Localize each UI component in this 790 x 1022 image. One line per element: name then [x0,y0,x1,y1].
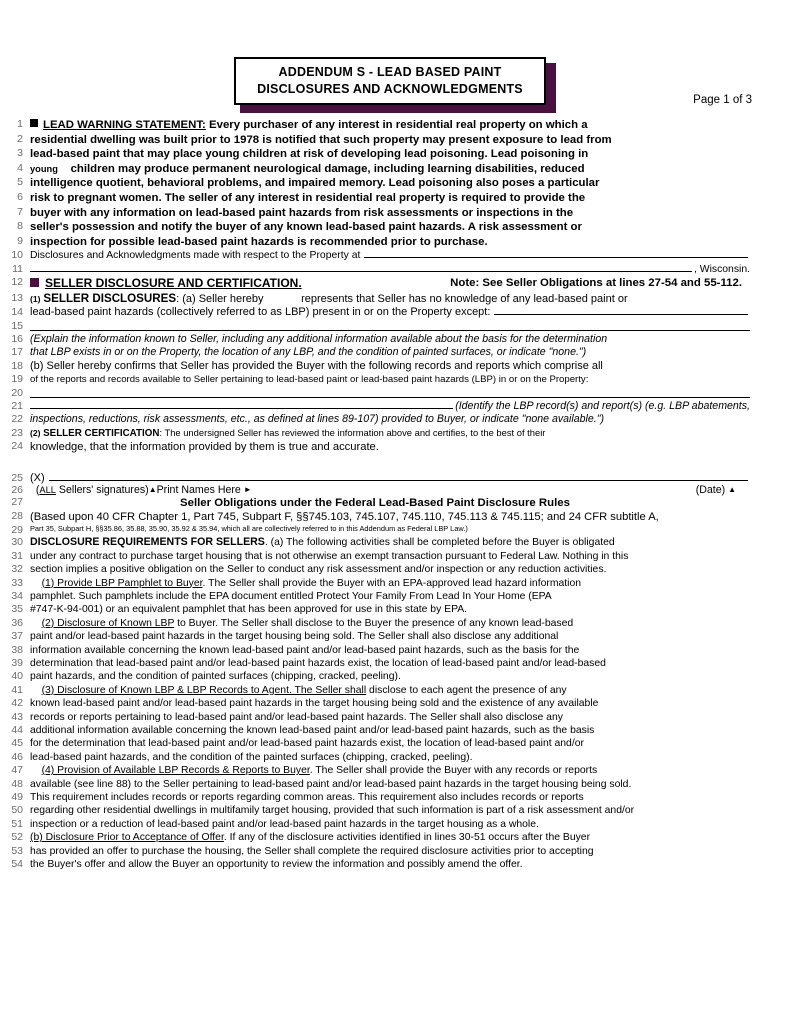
property-address-row [30,249,750,262]
provision-records-text: . The Seller shall provide the Buyer with any records or reports [309,765,598,777]
line-number: 1 [17,118,23,130]
table-row [0,630,750,643]
table-row [0,220,750,235]
line-number: 45 [11,737,23,750]
provide-pamphlet-line-34: pamphlet. Such pamphlets include the EPA document entitled Protect Your Family From Lead In Your Home (EPA [30,590,552,602]
table-row [0,235,750,250]
table-row [0,524,750,536]
line-number: 8 [17,220,23,233]
caret-right-icon: ► [243,484,252,494]
disclosure-requirements-line-30 [30,536,750,549]
seller-signature-input[interactable] [49,479,748,481]
disclosure-prior-acceptance-heading: (b) Disclosure Prior to Acceptance of Offer [30,832,224,844]
table-row [0,440,750,454]
seller-disclosure-heading-wrap [30,276,302,292]
bullet-square-icon [30,119,38,127]
line-number: 10 [11,249,23,262]
seller-disclosures-label: SELLER DISCLOSURES [43,291,177,305]
seller-disclosures-rest: represents that Seller has no knowledge of any lead-based paint or [301,292,628,305]
lead-warning-line-4 [30,162,750,177]
line-number: 28 [11,510,23,523]
table-row [0,292,750,306]
disclosure-requirements-heading: DISCLOSURE REQUIREMENTS FOR SELLERS [30,536,265,549]
lead-warning-text-5: intelligence quotient, behavioral problems, and impaired memory. Lead poisoning also poses a particular [30,177,600,190]
line-number: 44 [11,724,23,737]
seller-certification-number: (2) [30,427,41,438]
line-number: 12 [11,276,23,289]
line-number: 9 [17,234,23,247]
line-number: 3 [17,147,23,160]
provision-records-line-50: regarding other residential dwellings in multifamily target housing, provided that such information is part of a risk assessment and/or [30,805,635,817]
property-address-label: Disclosures and Acknowledgments made with respect to the Property at [30,250,361,262]
disclosure-agent-line-43: records or reports pertaining to lead-based paint and/or lead-based paint hazards. The Seller shall also disclose any [30,711,563,723]
seller-disclosures-line-13 [30,292,750,306]
line-number: 51 [11,817,23,830]
table-row [0,162,750,177]
line-number: 52 [11,831,23,844]
seller-certification-cont: knowledge, that the information provided by them is true and accurate. [30,440,379,453]
disclosure-agent-line-42: known lead-based paint and/or lead-based paint hazards in the target housing being sold and the existence of any available [30,698,599,710]
seller-disclosure-heading: SELLER DISCLOSURE AND CERTIFICATION. [45,276,302,291]
disclosure-agent-heading: (3) Disclosure of Known LBP & LBP Records to Agent. The Seller shall [41,684,367,696]
line-number: 20 [11,386,23,399]
seller-signature-caption-row [30,484,750,496]
page-title-line-2: DISCLOSURES AND ACKNOWLEDGMENTS [257,82,523,96]
disclosure-prior-acceptance-line-53: has provided an offer to purchase the housing, the Seller shall complete the required disclosure activities prior to accepting [30,845,594,857]
line-number: 5 [17,176,23,189]
line-number: 17 [11,346,23,359]
table-row [0,472,750,484]
line-number: 38 [11,643,23,656]
table-row [0,427,750,440]
provision-records-heading: (4) Provision of Available LBP Records & Reports to Buyer [41,765,310,777]
line-number: 41 [11,683,23,696]
disclosure-known-lbp-heading: (2) Disclosure of Known LBP [41,617,175,629]
disclosure-requirements-line-32: section implies a positive obligation on the Seller to conduct any risk assessment and/or inspection or any reduction activities. [30,564,607,576]
table-row [0,276,750,292]
provide-pamphlet-heading: (1) Provide LBP Pamphlet to Buyer [41,577,203,589]
property-address-row-2 [30,263,750,276]
seller-disclosures-line-14 [30,306,750,319]
disclosure-known-lbp-line-37: paint and/or lead-based paint hazards in the target housing being sold. The Seller shall also disclose any additional [30,631,559,643]
seller-disclosures-except-input[interactable] [494,313,748,315]
line-number: 26 [11,483,23,496]
disclosure-agent-line-41 [30,684,750,697]
seller-disclosures-b-cont: of the reports and records available to Seller pertaining to lead-based paint or lead-based paint hazards (LBP) in or on the Property: [30,374,589,386]
disclosure-agent-text: disclose to each agent the presence of any [366,684,567,696]
line-number: 15 [11,319,23,332]
line-number: 19 [11,373,23,386]
table-row [0,191,750,206]
obligations-title: Seller Obligations under the Federal Lead-Based Paint Disclosure Rules [180,496,570,509]
disclosure-requirements-line-31: under any contract to purchase target housing that is not otherwise an exempt transaction pursuant to Federal Law. Nothing in this [30,550,629,562]
lead-warning-text-6: risk to pregnant women. The seller of any interest in residential real property is required to provide the [30,191,586,204]
table-row [0,249,750,262]
signature-date-caption [696,484,750,496]
table-row [0,697,750,710]
signature-all-word: ALL [39,484,56,495]
disclosure-prior-acceptance-text: . If any of the disclosure activities identified in lines 30-51 occurs after the Buyer [223,832,591,844]
line-number: 22 [11,413,23,426]
table-row [0,684,750,697]
table-row [0,764,750,777]
lead-warning-line-1 [30,118,750,133]
line-number: 53 [11,844,23,857]
disclosure-known-lbp-line-40: paint hazards, and the condition of painted surfaces (chipping, cracked, peeling). [30,671,401,683]
table-row [0,751,750,764]
table-row [0,590,750,603]
line-number: 29 [11,524,23,537]
document-body [0,118,790,872]
seller-disclosures-a: : (a) Seller hereby [176,292,264,305]
line-number: 43 [11,710,23,723]
table-row [0,845,750,858]
line-number: 39 [11,657,23,669]
line-number: 14 [11,306,23,319]
seller-records-blank-20[interactable] [30,387,750,400]
line-number: 32 [11,563,23,576]
table-row [0,400,750,414]
property-address-input-2[interactable] [30,270,692,272]
line-number: 7 [17,205,23,218]
disclosure-known-lbp-line-36 [30,617,750,630]
section-spacer [0,454,750,472]
table-row [0,320,750,333]
table-row [0,263,750,276]
table-row [0,617,750,630]
table-row [0,484,750,496]
table-row [0,360,750,373]
line-number: 24 [11,439,23,452]
disclosure-known-lbp-line-39: determination that lead-based paint and/or lead-based paint hazards exist, the location of lead-based paint and/or lead-based [30,658,606,669]
document-header [0,0,790,118]
seller-certification-label: SELLER CERTIFICATION [43,427,160,439]
table-row [0,206,750,221]
seller-certification-rest: : The undersigned Seller has reviewed the information above and certifies, to the best of their [159,426,546,438]
line-number: 35 [11,603,23,616]
line-number: 50 [11,804,23,817]
caret-up-icon: ▲ [148,484,157,494]
line-number: 40 [11,670,23,683]
line-number: 47 [11,764,23,777]
document-title-box [234,57,546,105]
lead-warning-text-2: residential dwelling was built prior to 1978 is notified that such property may present exposure to lead from [30,133,612,146]
table-row [0,603,750,616]
line-number: 2 [17,132,23,145]
disclosure-agent-line-44: additional information available concerning the known lead-based paint and/or lead-based paint hazards, such as the basis [30,725,595,737]
table-row [0,550,750,563]
line-number: 23 [11,426,23,439]
signature-caption-text: Sellers' signatures) [58,483,149,496]
seller-disclosure-heading-row [30,276,750,292]
table-row [0,858,750,871]
disclosure-known-lbp-line-38: information available concerning the known lead-based paint and/or lead-based paint hazards, such as the basis for the [30,644,580,656]
provide-pamphlet-line-33 [30,577,750,590]
table-row [0,657,750,670]
table-row [0,147,750,162]
line-number: 27 [11,495,23,508]
disclosure-prior-acceptance-line-54: the Buyer's offer and allow the Buyer an opportunity to review the information and possibly amend the offer. [30,859,523,871]
table-row [0,346,750,360]
seller-records-identify-note: (Identify the LBP record(s) and report(s) (e.g. LBP abatements, [455,399,750,412]
disclosure-agent-line-45: for the determination that lead-based paint and/or lead-based paint hazards exist, the location of lead-based paint and/or [30,738,584,750]
provision-records-line-47 [30,764,750,777]
obligations-citation-2: Part 35, Subpart H, §§35.86, 35.88, 35.90, 35.92 & 35.94, which all are collectively referred to in this Addendum as Federal LBP Law.) [30,524,468,534]
obligations-citation: (Based upon 40 CFR Chapter 1, Part 745, Subpart F, §§745.103, 745.107, 745.110, 745.113 & 745.115; and 24 CFR subtitle A, [30,511,659,524]
disclosure-agent-line-46: lead-based paint hazards, and the condition of the painted surfaces (chipping, cracked, peeling). [30,751,473,763]
date-label: (Date) [695,483,726,496]
seller-certification-line-23 [30,427,750,440]
lead-warning-text-1: Every purchaser of any interest in residential real property on which a [209,119,588,131]
table-row [0,536,750,549]
table-row [0,306,750,319]
seller-records-note-2: inspections, reductions, risk assessments, etc., as defined at lines 89-107) provided to Buyer, or indicate "none available.") [30,413,605,426]
table-row [0,413,750,427]
seller-disclosures-blank-15[interactable] [30,320,750,333]
table-row [0,818,750,831]
table-row [0,778,750,791]
lead-warning-text-4: children may produce permanent neurological damage, including learning disabilities, reduced [70,162,585,175]
seller-disclosures-b: (b) Seller hereby confirms that Seller has provided the Buyer with the following records and reports which comprise all [30,359,603,372]
line-number: 16 [11,332,23,345]
provision-records-line-51: inspection or a reduction of lead-based paint and/or lead-based paint hazards in the target housing as a whole. [30,818,539,830]
table-row [0,133,750,148]
seller-disclosures-explain-2: that LBP exists in or on the Property, the location of any LBP, and the condition of painted surfaces, or indicate "none.") [30,346,587,359]
table-row [0,577,750,590]
provision-records-line-48: available (see line 88) to the Seller pertaining to lead-based paint and/or lead-based paint hazards in the target housing being sold. [30,778,632,790]
line-number: 4 [17,161,23,174]
signature-caption-left: (ALL Sellers' signatures)▲Print Names Here ► [30,483,252,496]
print-names-label: Print Names Here [156,483,241,496]
table-row [0,670,750,683]
disclosure-requirements-text: . (a) The following activities shall be completed before the Buyer is obligated [264,537,615,549]
property-address-input[interactable] [364,256,748,258]
table-row [0,333,750,347]
line-number: 31 [11,549,23,562]
seller-signature-row [30,472,750,484]
table-row [0,387,750,400]
table-row [0,373,750,386]
seller-records-blank-21-row [30,400,750,414]
table-row [0,737,750,750]
page-indicator: Page 1 of 3 [693,94,752,106]
seller-disclosures-except-label: lead-based paint hazards (collectively referred to as LBP) present in or on the Property except: [30,306,491,319]
provide-pamphlet-text: . The Seller shall provide the Buyer with an EPA-approved lead hazard information [202,577,582,589]
table-row [0,644,750,657]
disclosure-prior-acceptance-line-52 [30,831,750,844]
table-row [0,176,750,191]
line-number: 34 [11,589,23,602]
line-number: 30 [11,536,23,549]
lead-warning-text-3: lead-based paint that may place young children at risk of developing lead poisoning. Lead poisoning in [30,148,589,161]
line-number: 6 [17,190,23,203]
disclosure-known-lbp-text: to Buyer. The Seller shall disclose to the Buyer the presence of any known lead-based [174,617,574,629]
line-number: 36 [11,616,23,629]
lead-warning-text-7: buyer with any information on lead-based paint hazards from risk assessments or inspections in the [30,206,574,219]
lead-warning-heading: LEAD WARNING STATEMENT: [43,119,206,131]
seller-disclosures-explain-1: (Explain the information known to Seller, including any additional information available about the basis for the determination [30,332,608,345]
property-state-suffix: , Wisconsin. [693,263,750,275]
table-row [0,118,750,133]
line-number: 46 [11,750,23,763]
line-number: 25 [11,471,23,484]
line-number: 11 [12,262,23,275]
seller-obligations-note: Note: See Seller Obligations at lines 27-54 and 55-112. [450,277,742,290]
line-number: 37 [11,630,23,643]
table-row [0,804,750,817]
provide-pamphlet-line-35: #747-K-94-001) or an equivalent pamphlet that has been approved for use in this state by EPA. [30,604,468,616]
line-number: 18 [11,359,23,372]
lead-warning-text-9: inspection for possible lead-based paint hazards is recommended prior to purchase. [30,235,488,248]
table-row [0,831,750,844]
table-row [0,510,750,524]
line-number: 48 [11,777,23,790]
line-number: 54 [11,858,23,871]
table-row [0,791,750,804]
table-row [0,724,750,737]
bullet-square-purple-icon [30,278,39,287]
table-row [0,563,750,576]
lead-warning-text-8: seller's possession and notify the buyer of any known lead-based paint hazards. A risk assessment or [30,221,582,234]
seller-disclosures-number: (1) [30,293,41,304]
seller-records-blank-21[interactable] [30,407,453,409]
signature-x-mark: (X) [30,471,45,484]
line-number: 42 [11,697,23,710]
provision-records-line-49: This requirement includes records or reports regarding common areas. This requirement also includes records or reports [30,792,584,804]
table-row [0,711,750,724]
line-number: 33 [11,576,23,589]
line-number: 13 [11,291,23,304]
line-number: 49 [11,791,23,804]
line-number: 21 [11,399,23,412]
date-caret-up-icon: ▲ [728,484,736,494]
table-row [0,496,750,511]
lead-warning-young-word: young [30,163,58,174]
page-title-line-1: ADDENDUM S - LEAD BASED PAINT [278,65,502,79]
